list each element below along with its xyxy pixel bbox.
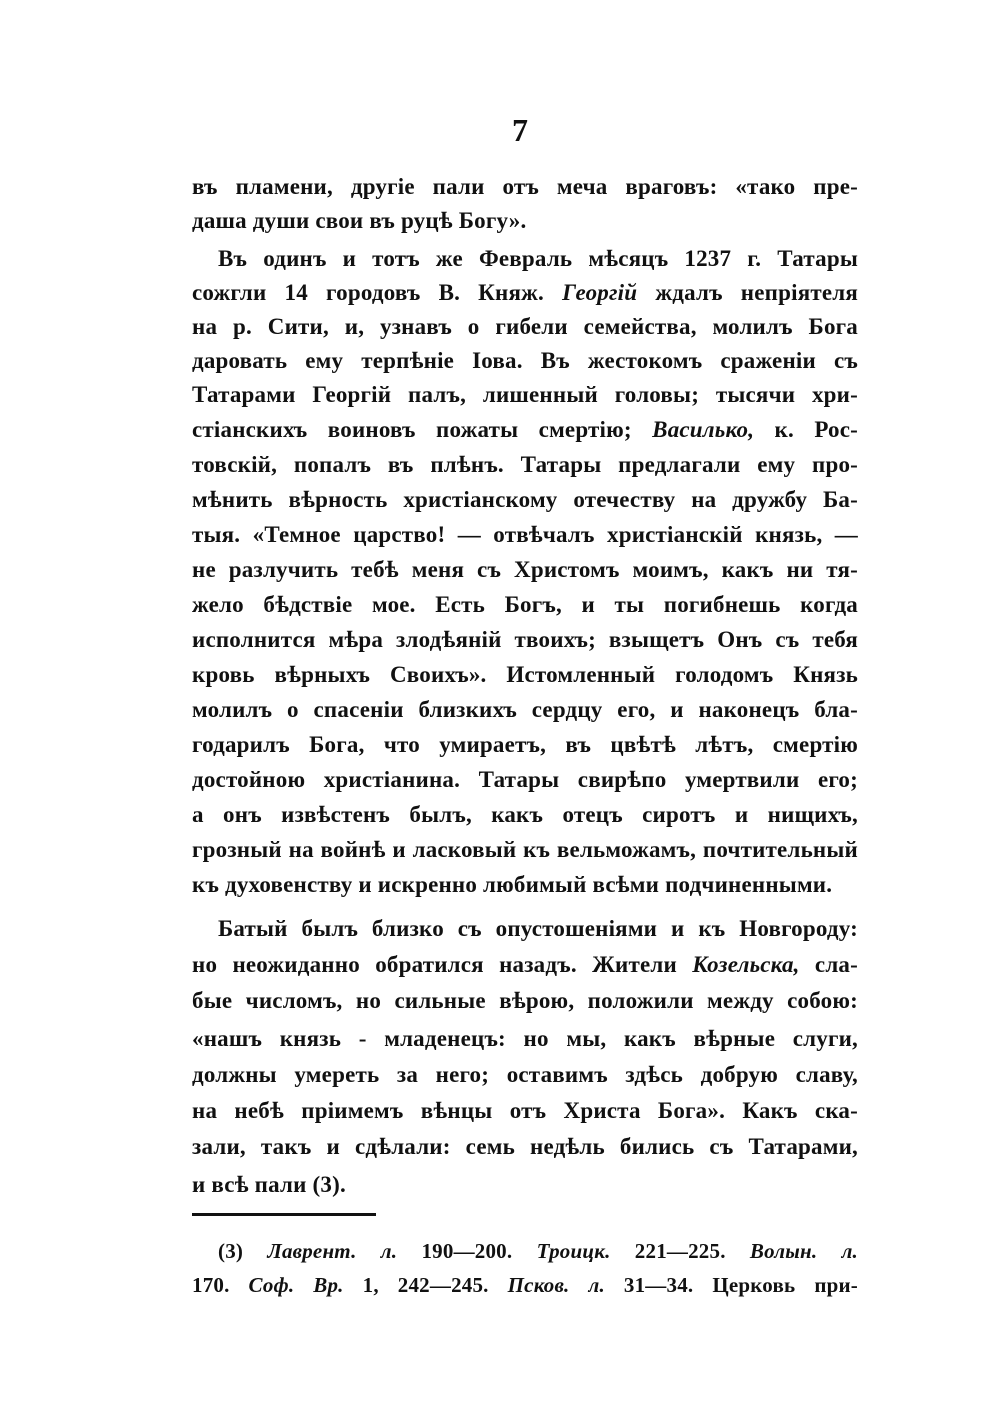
text-segment: годарилъ Бога, что умираетъ, въ цвѣтѣ лѣтъ, смертію xyxy=(192,732,858,757)
text-segment: (3) xyxy=(218,1239,268,1263)
text-segment: къ духовенству и искренно любимый всѣми подчиненными. xyxy=(192,872,833,897)
italic-text: Георгій xyxy=(562,280,638,305)
text-segment: товскій, попалъ въ плѣнъ. Татары предлагали ему про- xyxy=(192,452,858,477)
text-line xyxy=(192,950,858,980)
text-line xyxy=(192,870,858,900)
text-line xyxy=(192,520,858,550)
page-number: 7 xyxy=(512,112,528,148)
text-line xyxy=(192,555,858,585)
text-segment: молилъ о спасеніи близкихъ сердцу его, и наконецъ бла- xyxy=(192,697,858,722)
text-segment: а онъ извѣстенъ былъ, какъ отецъ сиротъ и нищихъ, xyxy=(192,802,858,827)
text-line xyxy=(192,415,858,445)
text-segment: должны умереть за него; оставимъ здѣсь добрую славу, xyxy=(192,1062,858,1087)
text-line xyxy=(192,986,858,1016)
text-segment: 221—225. xyxy=(610,1239,750,1263)
text-segment: зали, такъ и сдѣлали: семь недѣль бились съ Татарами, xyxy=(192,1134,858,1159)
text-segment: тыя. «Темное царство! — отвѣчалъ христіанскій князь, — xyxy=(192,522,858,547)
text-segment: стіанскихъ воиновъ пожаты смертію; xyxy=(192,417,653,442)
text-segment: достойною христіанина. Татары свирѣпо умертвили его; xyxy=(192,767,858,792)
text-segment: не разлучить тебѣ меня съ Христомъ моимъ, какъ ни тя- xyxy=(192,557,858,582)
text-line xyxy=(192,1060,858,1090)
text-line xyxy=(192,206,858,236)
text-line xyxy=(192,346,858,376)
text-line xyxy=(192,380,858,410)
italic-text: Василько, xyxy=(652,417,755,442)
text-segment: сла- xyxy=(799,952,858,977)
text-segment: 31—34. Церковь при- xyxy=(604,1273,858,1297)
text-segment: Батый былъ близко съ опустошеніями и къ Новгороду: xyxy=(218,916,858,941)
text-segment: на р. Сити, и, узнавъ о гибели семейства, молилъ Бога xyxy=(192,314,858,339)
text-segment: бые числомъ, но сильные вѣрою, положили между собою: xyxy=(192,988,858,1013)
text-segment: въ пламени, другіе пали отъ меча враговъ: «тако пре- xyxy=(192,174,858,199)
italic-text: Волын. л. xyxy=(749,1239,859,1263)
text-line xyxy=(192,625,858,655)
text-segment: 190—200. xyxy=(397,1239,537,1263)
text-segment: Татарами Георгій палъ, лишенный головы; тысячи хри- xyxy=(192,382,858,407)
text-line xyxy=(192,590,858,620)
text-segment: жело бѣдствіе мое. Есть Богъ, и ты погибнешь когда xyxy=(192,592,858,617)
text-line xyxy=(192,1024,858,1054)
text-segment: 170. xyxy=(192,1273,249,1297)
text-line xyxy=(192,312,858,342)
text-line xyxy=(218,914,858,944)
text-segment: даровать ему терпѣніе Іова. Въ жестокомъ сраженіи съ xyxy=(192,348,858,373)
text-segment: Въ одинъ и тотъ же Февраль мѣсяцъ 1237 г. Татары xyxy=(218,246,858,271)
text-segment: даша души свои въ руцѣ Богу». xyxy=(192,208,527,233)
text-segment: ждалъ непріятеля xyxy=(637,280,858,305)
text-line xyxy=(192,765,858,795)
text-line xyxy=(192,800,858,830)
footnote-line xyxy=(192,1270,858,1300)
text-line xyxy=(192,835,858,865)
italic-text: Козельска, xyxy=(692,952,800,977)
text-line xyxy=(192,1132,858,1162)
text-segment: к. Рос- xyxy=(754,417,858,442)
footnote-divider xyxy=(192,1213,376,1216)
text-line xyxy=(192,730,858,760)
text-line xyxy=(192,1170,858,1200)
text-segment: кровь вѣрныхъ Своихъ». Истомленный голодомъ Князь xyxy=(192,662,858,687)
text-line xyxy=(192,172,858,202)
text-segment: но неожиданно обратился назадъ. Жители xyxy=(192,952,693,977)
text-segment: сожгли 14 городовъ В. Княж. xyxy=(192,280,563,305)
text-line xyxy=(218,244,858,274)
text-segment: «нашъ князь - младенецъ: но мы, какъ вѣрные слуги, xyxy=(192,1026,858,1051)
italic-text: Лаврент. л. xyxy=(267,1239,398,1263)
text-segment: и всѣ пали (3). xyxy=(192,1172,346,1197)
footnote-line xyxy=(218,1236,858,1266)
text-line xyxy=(192,695,858,725)
italic-text: Соф. Вр. xyxy=(248,1273,344,1297)
text-line xyxy=(192,485,858,515)
text-line xyxy=(192,278,858,308)
text-segment: на небѣ пріимемъ вѣнцы отъ Христа Бога». Какъ ска- xyxy=(192,1098,858,1123)
text-line xyxy=(192,1096,858,1126)
text-segment: грозный на войнѣ и ласковый къ вельможамъ, почтительный xyxy=(192,837,858,862)
text-segment: исполнится мѣра злодѣяній твоихъ; взыщетъ Онъ съ тебя xyxy=(192,627,858,652)
italic-text: Псков. л. xyxy=(507,1273,605,1297)
text-segment: 1, 242—245. xyxy=(343,1273,508,1297)
text-segment: мѣнить вѣрность христіанскому отечеству на дружбу Ба- xyxy=(192,487,858,512)
italic-text: Троицк. xyxy=(536,1239,611,1263)
text-line xyxy=(192,450,858,480)
text-line xyxy=(192,660,858,690)
